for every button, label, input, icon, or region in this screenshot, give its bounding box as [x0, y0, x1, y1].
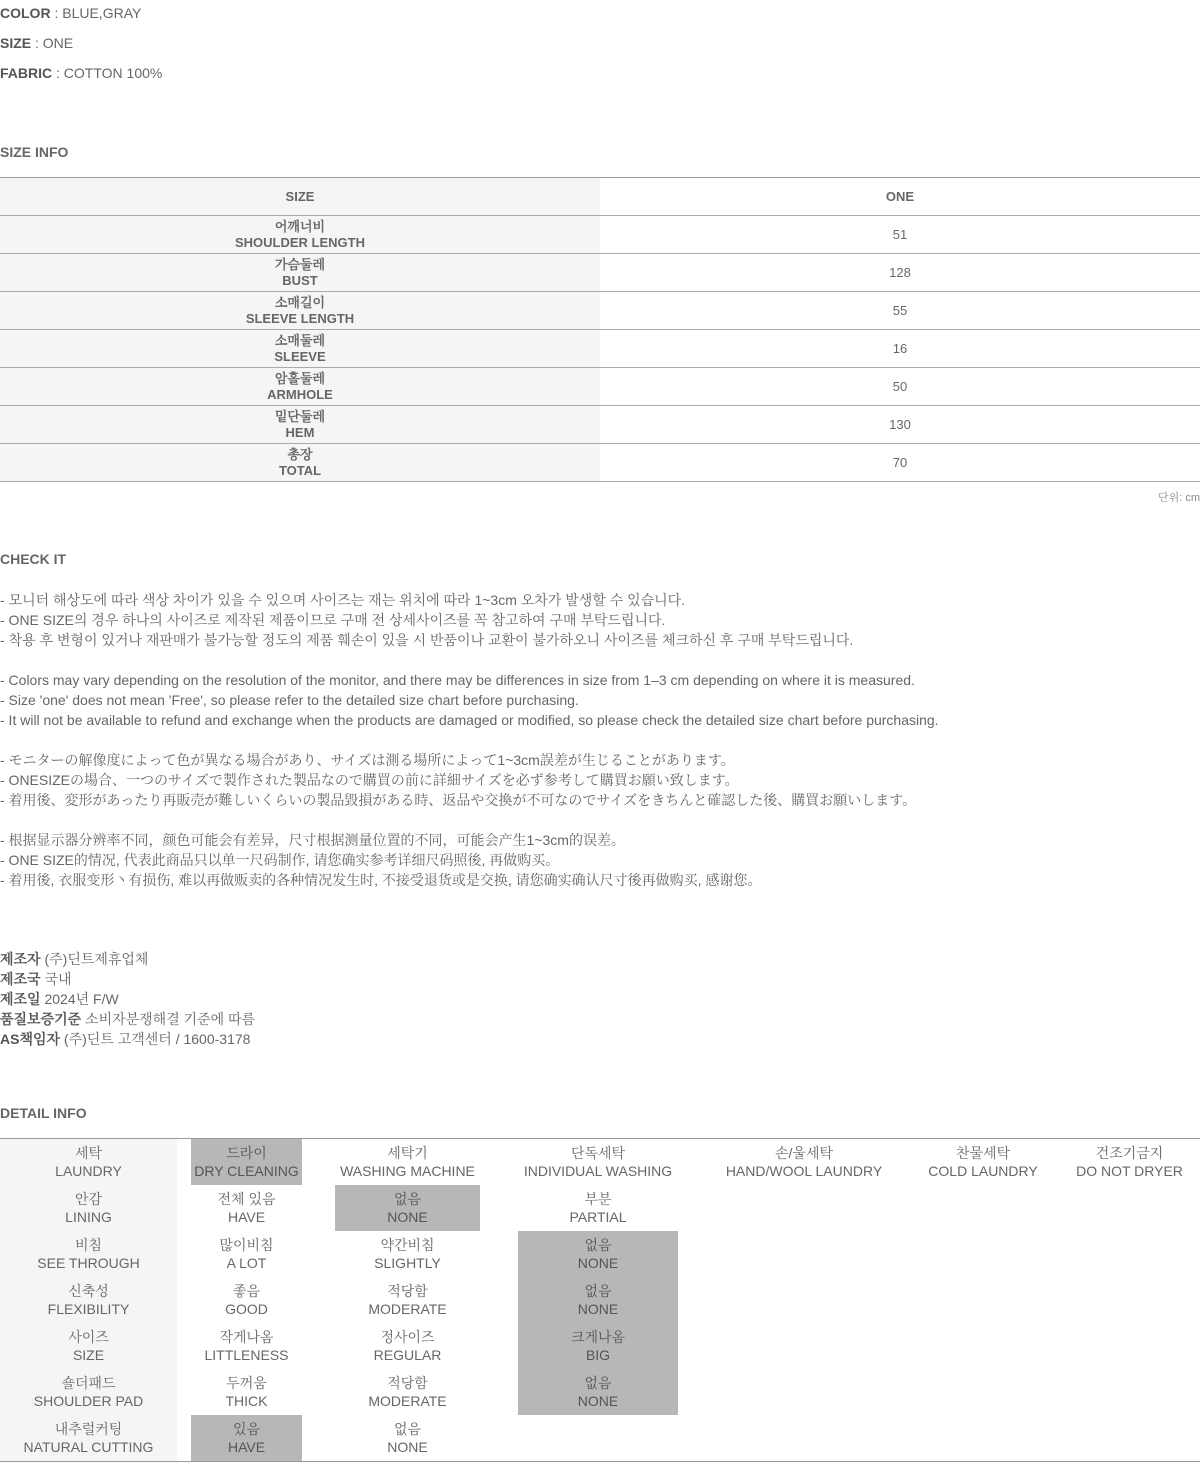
detail-ko: 약간비침 [380, 1237, 435, 1253]
measurement-ko: 총장 [287, 446, 313, 462]
detail-en: INDIVIDUAL WASHING [523, 1163, 673, 1179]
detail-option-selected [518, 1323, 678, 1369]
detail-option [335, 1277, 480, 1323]
measurement-ko: 소매둘레 [274, 332, 326, 348]
detail-row-flexibility [0, 1277, 1200, 1323]
measurement-label [0, 216, 600, 253]
size-table [0, 177, 1200, 482]
maker-value: 국내 [40, 971, 72, 987]
detail-row-label [0, 1323, 177, 1369]
measurement-ko: 어깨너비 [274, 218, 326, 234]
maker-line [0, 1009, 255, 1029]
detail-ko: 좋음 [232, 1283, 261, 1299]
detail-ko: 없음 [584, 1283, 612, 1299]
maker-value: 소비자분쟁해결 기준에 따름 [81, 1011, 256, 1027]
detail-en: HAVE [227, 1209, 266, 1225]
detail-ko: 전체 있음 [217, 1191, 276, 1207]
measurement-ko: 암홀둘레 [274, 370, 326, 386]
measurement-label [0, 292, 600, 329]
measurement-value: 70 [892, 455, 908, 470]
detail-option [191, 1231, 302, 1277]
detail-option-selected [518, 1369, 678, 1415]
detail-en: REGULAR [373, 1347, 442, 1363]
detail-option [191, 1323, 302, 1369]
measurement-label [0, 406, 600, 443]
check-it-notes [0, 590, 1200, 910]
maker-value: (주)딘트제휴업체 [40, 951, 149, 967]
detail-en: SHOULDER PAD [33, 1393, 144, 1409]
detail-option [518, 1185, 678, 1231]
detail-table [0, 1138, 1200, 1462]
detail-ko: 안감 [74, 1191, 103, 1207]
table-row [0, 368, 1200, 406]
detail-ko: 내추럴커팅 [54, 1421, 123, 1437]
detail-option [1063, 1139, 1196, 1185]
detail-option [335, 1231, 480, 1277]
notes-korean [0, 590, 1200, 650]
detail-option [191, 1369, 302, 1415]
detail-option [335, 1415, 480, 1461]
detail-ko: 많이비침 [219, 1237, 274, 1253]
note-line: - 모니터 해상도에 따라 색상 차이가 있을 수 있으며 사이즈는 재는 위치에 따라 1~3cm 오차가 발생할 수 있습니다. [0, 592, 686, 608]
measurement-label [0, 254, 600, 291]
note-line: - 着用後、変形があったり再販売が難しいくらいの製品毀損がある時、返品や交換が不可なのでサイズをきちんと確認した後、購買お願いします。 [0, 792, 917, 808]
detail-en: PARTIAL [569, 1209, 627, 1225]
detail-ko: 손/울세탁 [775, 1145, 833, 1161]
note-line: - Colors may vary depending on the resolution of the monitor, and there may be differences in size from 1–3 cm depending on where it is measured. [0, 672, 915, 688]
detail-en: NONE [387, 1209, 428, 1225]
detail-row-see-through [0, 1231, 1200, 1277]
detail-ko: 드라이 [226, 1145, 267, 1161]
detail-en: BIG [585, 1347, 611, 1363]
measurement-label [0, 330, 600, 367]
maker-line [0, 1029, 255, 1049]
note-line: - 着用後, 衣服变形丶有损伤, 难以再做贩卖的各种情况发生时, 不接受退货或是交换, 请您确实确认尺寸後再做购买, 感谢您。 [0, 872, 762, 888]
detail-en: NONE [577, 1393, 619, 1409]
detail-en: DRY CLEANING [194, 1163, 299, 1179]
detail-row-shoulder-pad [0, 1369, 1200, 1415]
measurement-en: SLEEVE [274, 348, 326, 364]
detail-ko: 사이즈 [68, 1329, 109, 1345]
measurement-en: SHOULDER LENGTH [235, 234, 365, 250]
spec-label: COLOR [0, 5, 51, 21]
size-info-title: SIZE INFO [0, 144, 69, 160]
detail-ko: 숄더패드 [61, 1375, 116, 1391]
detail-ko: 작게나옴 [219, 1329, 274, 1345]
maker-value: (주)딘트 고객센터 / 1600-3178 [60, 1031, 251, 1047]
table-row [0, 330, 1200, 368]
measurement-ko: 소매길이 [274, 294, 326, 310]
maker-label: 제조자 [0, 951, 41, 967]
notes-japanese [0, 750, 1200, 810]
detail-en: WASHING MACHINE [340, 1163, 475, 1179]
detail-option [335, 1323, 480, 1369]
check-it-title: CHECK IT [0, 551, 67, 567]
detail-en: NONE [577, 1255, 619, 1271]
measurement-value: 50 [892, 379, 908, 394]
detail-row-label [0, 1139, 177, 1185]
detail-row-laundry [0, 1139, 1200, 1185]
detail-en: A LOT [226, 1255, 267, 1271]
detail-ko: 세탁 [74, 1145, 103, 1161]
detail-option [191, 1277, 302, 1323]
detail-en: NONE [387, 1439, 428, 1455]
measurement-value: 55 [892, 303, 908, 318]
manufacturer-info [0, 949, 255, 1049]
spec-label: FABRIC [0, 65, 53, 81]
size-header-label: SIZE [0, 178, 600, 215]
note-line: - 착용 후 변형이 있거나 재판매가 불가능할 정도의 제품 훼손이 있을 시 반품이나 교환이 불가하오니 사이즈를 체크하신 후 구매 부탁드립니다. [0, 632, 854, 648]
note-line: - モニターの解像度によって色が異なる場合があり、サイズは測る場所によって1~3cm誤差が生じることがあります。 [0, 752, 735, 768]
detail-option-selected [191, 1415, 302, 1461]
detail-ko: 크게나옴 [570, 1329, 626, 1345]
table-row [0, 216, 1200, 254]
size-table-header [0, 178, 1200, 216]
detail-en: DO NOT DRYER [1076, 1163, 1183, 1179]
measurement-ko: 가슴둘레 [274, 256, 326, 272]
detail-ko: 부분 [584, 1191, 612, 1207]
detail-row-lining [0, 1185, 1200, 1231]
detail-row-label [0, 1185, 177, 1231]
maker-label: AS책임자 [0, 1031, 61, 1047]
measurement-en: BUST [282, 272, 318, 288]
size-header-value: ONE [885, 189, 915, 204]
measurement-en: HEM [285, 424, 315, 440]
measurement-label [0, 444, 600, 481]
table-row [0, 444, 1200, 482]
detail-option-selected [518, 1231, 678, 1277]
detail-ko: 없음 [393, 1421, 422, 1437]
note-line: - It will not be available to refund and exchange when the products are damaged or modified, so please check the detailed size chart before purchasing. [0, 712, 939, 728]
note-line: - 根据显示器分辨率不同，颜色可能会有差异，尺寸根据测量位置的不同，可能会产生1~3cm的误差。 [0, 832, 625, 848]
detail-ko: 적당함 [387, 1375, 428, 1391]
detail-option [705, 1139, 903, 1185]
detail-ko: 없음 [393, 1191, 422, 1207]
spec-size [0, 33, 73, 53]
notes-chinese [0, 830, 1200, 890]
detail-en: FLEXIBILITY [47, 1301, 130, 1317]
detail-row-label [0, 1277, 177, 1323]
measurement-value: 51 [892, 227, 908, 242]
table-row [0, 292, 1200, 330]
detail-row-size [0, 1323, 1200, 1369]
note-line: - ONE SIZE的情况, 代表此商品只以单一尺码制作, 请您确实参考详细尺码照後, 再做购买。 [0, 852, 560, 868]
detail-en: COLD LAUNDRY [928, 1163, 1038, 1179]
spec-color [0, 3, 141, 23]
detail-ko: 신축성 [68, 1283, 109, 1299]
spec-value: : COTTON 100% [52, 65, 163, 81]
measurement-ko: 밑단둘레 [274, 408, 326, 424]
measurement-en: TOTAL [278, 462, 322, 478]
detail-option [518, 1139, 678, 1185]
detail-row-label [0, 1369, 177, 1415]
detail-en: HAND/WOOL LAUNDRY [725, 1163, 883, 1179]
measurement-label [0, 368, 600, 405]
detail-en: LITTLENESS [204, 1347, 289, 1363]
detail-en: LINING [65, 1209, 112, 1225]
detail-ko: 단독세탁 [570, 1145, 626, 1161]
detail-ko: 없음 [584, 1237, 612, 1253]
maker-line [0, 969, 255, 989]
detail-ko: 찬물세탁 [955, 1145, 1011, 1161]
detail-option [903, 1139, 1063, 1185]
detail-en: LAUNDRY [55, 1163, 122, 1179]
detail-en: GOOD [225, 1301, 268, 1317]
detail-info-title: DETAIL INFO [0, 1105, 87, 1121]
spec-value: : ONE [31, 35, 74, 51]
measurement-value: 16 [892, 341, 908, 356]
detail-en: NONE [577, 1301, 619, 1317]
detail-option [335, 1139, 480, 1185]
detail-row-natural-cutting [0, 1415, 1200, 1461]
detail-en: MODERATE [368, 1393, 447, 1409]
table-row [0, 254, 1200, 292]
notes-english [0, 670, 1200, 730]
detail-ko: 세탁기 [387, 1145, 428, 1161]
detail-en: SIZE [72, 1347, 105, 1363]
detail-ko: 있음 [232, 1421, 261, 1437]
maker-line [0, 989, 255, 1009]
maker-line [0, 949, 255, 969]
unit-note: 단위: cm [1157, 492, 1200, 504]
measurement-en: SLEEVE LENGTH [245, 310, 355, 326]
table-row [0, 406, 1200, 444]
measurement-en: ARMHOLE [267, 386, 333, 402]
note-line: - Size 'one' does not mean 'Free', so please refer to the detailed size chart before purchasing. [0, 692, 579, 708]
detail-en: MODERATE [368, 1301, 447, 1317]
detail-row-label [0, 1415, 177, 1461]
detail-option-selected [335, 1185, 480, 1231]
detail-ko: 없음 [584, 1375, 612, 1391]
note-line: - ONESIZEの場合、一つのサイズで製作された製品なので購買の前に詳細サイズを必ず参考して購買お願い致します。 [0, 772, 739, 788]
maker-label: 제조국 [0, 971, 41, 987]
detail-en: THICK [225, 1393, 268, 1409]
spec-value: : BLUE,GRAY [50, 5, 142, 21]
detail-en: NATURAL CUTTING [23, 1439, 154, 1455]
maker-label: 품질보증기준 [0, 1011, 82, 1027]
detail-option-selected [518, 1277, 678, 1323]
detail-ko: 두꺼움 [226, 1375, 267, 1391]
detail-en: HAVE [227, 1439, 266, 1455]
spec-fabric [0, 63, 162, 83]
detail-ko: 적당함 [387, 1283, 428, 1299]
detail-row-label [0, 1231, 177, 1277]
detail-option [191, 1185, 302, 1231]
detail-option [335, 1369, 480, 1415]
maker-label: 제조일 [0, 991, 41, 1007]
measurement-value: 130 [889, 417, 911, 432]
maker-value: 2024년 F/W [40, 991, 119, 1007]
detail-option-selected [191, 1139, 302, 1185]
detail-en: SEE THROUGH [37, 1255, 140, 1271]
spec-label: SIZE [0, 35, 32, 51]
note-line: - ONE SIZE의 경우 하나의 사이즈로 제작된 제품이므로 구매 전 상세사이즈를 꼭 참고하여 구매 부탁드립니다. [0, 612, 666, 628]
detail-ko: 건조기금지 [1095, 1145, 1164, 1161]
detail-ko: 정사이즈 [380, 1329, 435, 1345]
detail-ko: 비침 [74, 1237, 103, 1253]
measurement-value: 128 [889, 265, 911, 280]
detail-en: SLIGHTLY [374, 1255, 441, 1271]
